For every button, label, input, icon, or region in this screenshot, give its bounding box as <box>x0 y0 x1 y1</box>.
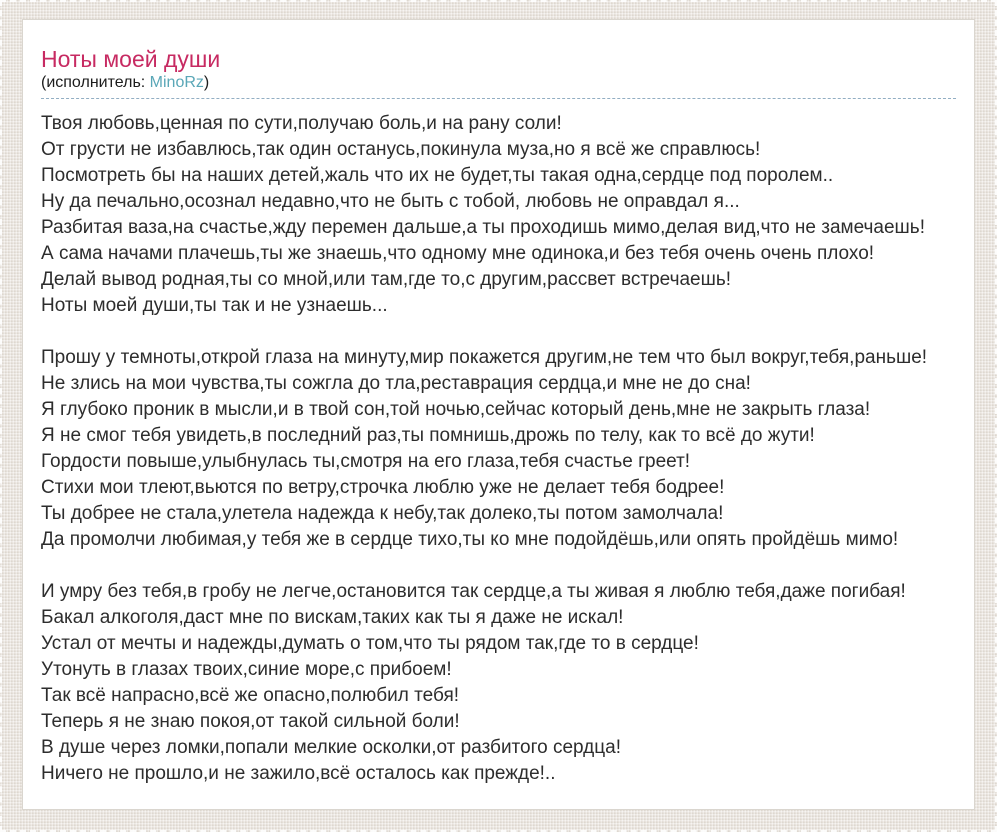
lyrics-verse <box>41 345 956 553</box>
artist-suffix: ) <box>203 74 210 91</box>
artist-label: (исполнитель: <box>41 74 150 91</box>
lyrics-line: Посмотреть бы на наших детей,жаль что их не будет,ты такая одна,сердце под поролем.. <box>41 165 834 186</box>
lyrics-line: Делай вывод родная,ты со мной,или там,где то,с другим,рассвет встречаешь! <box>41 269 732 290</box>
lyrics-line: Твоя любовь,ценная по сути,получаю боль,и на рану соли! <box>41 113 562 134</box>
lyrics-line: Теперь я не знаю покоя,от такой сильной боли! <box>41 711 460 732</box>
lyrics-line: Бакал алкоголя,даст мне по вискам,таких как ты я даже не искал! <box>41 607 624 628</box>
lyrics-line: Прошу у темноты,открой глаза на минуту,мир покажется другим,не тем что был вокруг,тебя,раньше! <box>41 347 928 368</box>
lyrics-line: Так всё напрасно,всё же опасно,полюбил тебя! <box>41 685 460 706</box>
lyrics-line: Да промолчи любимая,у тебя же в сердце тихо,ты ко мне подойдёшь,или опять пройдёшь мимо! <box>41 529 899 550</box>
lyrics-line: Разбитая ваза,на счастье,жду перемен дальше,а ты проходишь мимо,делая вид,что не замечаешь! <box>41 217 925 238</box>
lyrics-line: Утонуть в глазах твоих,синие море,с прибоем! <box>41 659 452 680</box>
lyrics-line: Ты добрее не стала,улетела надежда к небу,так долеко,ты потом замолчала! <box>41 503 724 524</box>
lyrics-line: Ноты моей души,ты так и не узнаешь... <box>41 295 388 316</box>
lyrics-line: Не злись на мои чувства,ты сожгла до тла,реставрация сердца,и мне не до сна! <box>41 373 751 394</box>
lyrics-card <box>22 19 975 810</box>
lyrics-verse <box>41 579 956 787</box>
lyrics-line: Ну да печально,осознал недавно,что не быть с тобой, любовь не оправдал я... <box>41 191 740 212</box>
lyrics-line: Я не смог тебя увидеть,в последний раз,ты помнишь,дрожь по телу, как то всё до жути! <box>41 425 815 446</box>
lyrics-line: Ничего не прошло,и не зажило,всё осталось как прежде!.. <box>41 763 556 784</box>
lyrics-line: А сама начами плачешь,ты же знаешь,что одному мне одинока,и без тебя очень очень плохо! <box>41 243 875 264</box>
lyrics-line: Я глубоко проник в мысли,и в твой сон,той ночью,сейчас который день,мне не закрыть глаза! <box>41 399 871 420</box>
lyrics-line: И умру без тебя,в гробу не легче,остановится так сердце,а ты живая я люблю тебя,даже погибая! <box>41 581 906 602</box>
artist-link[interactable]: MinoRz <box>149 74 204 91</box>
artist-line <box>41 74 956 99</box>
lyrics-line: Устал от мечты и надежды,думать о том,что ты рядом так,где то в сердце! <box>41 633 699 654</box>
lyrics <box>41 111 956 787</box>
lyrics-line: Гордости повыше,улыбнулась ты,смотря на его глаза,тебя счастье греет! <box>41 451 691 472</box>
lyrics-line: От грусти не избавлюсь,так один останусь,покинула муза,но я всё же справлюсь! <box>41 139 761 160</box>
lyrics-line: Стихи мои тлеют,вьются по ветру,строчка люблю уже не делает тебя бодрее! <box>41 477 725 498</box>
song-title: Ноты моей души <box>41 46 221 72</box>
lyrics-line: В душе через ломки,попали мелкие осколки,от разбитого сердца! <box>41 737 621 758</box>
lyrics-verse <box>41 111 956 319</box>
